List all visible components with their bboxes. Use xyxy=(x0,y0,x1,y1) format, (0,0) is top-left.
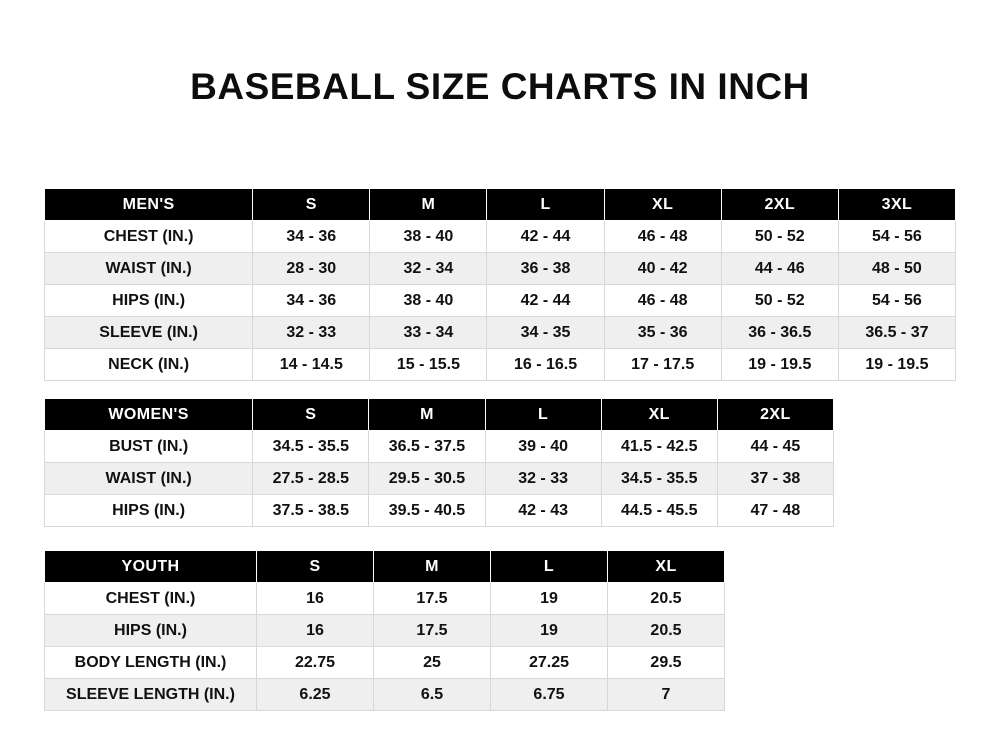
table-header-row xyxy=(45,551,725,583)
mens-header-2xl: 2XL xyxy=(721,189,838,221)
row-label: HIPS (IN.) xyxy=(45,285,253,317)
cell: 34.5 - 35.5 xyxy=(601,463,717,495)
cell: 34 - 36 xyxy=(253,285,370,317)
cell: 7 xyxy=(608,679,725,711)
cell: 34 - 36 xyxy=(253,221,370,253)
cell: 44 - 45 xyxy=(717,431,833,463)
cell: 35 - 36 xyxy=(604,317,721,349)
mens-size-table xyxy=(44,188,956,381)
cell: 19 xyxy=(491,583,608,615)
youth-table-header xyxy=(45,551,725,583)
row-label: CHEST (IN.) xyxy=(45,221,253,253)
cell: 32 - 34 xyxy=(370,253,487,285)
youth-header-s: S xyxy=(257,551,374,583)
cell: 28 - 30 xyxy=(253,253,370,285)
cell: 48 - 50 xyxy=(838,253,955,285)
cell: 16 - 16.5 xyxy=(487,349,604,381)
cell: 6.25 xyxy=(257,679,374,711)
cell: 54 - 56 xyxy=(838,285,955,317)
row-label: BUST (IN.) xyxy=(45,431,253,463)
row-label: WAIST (IN.) xyxy=(45,253,253,285)
table-row xyxy=(45,221,956,253)
cell: 32 - 33 xyxy=(253,317,370,349)
mens-header-m: M xyxy=(370,189,487,221)
cell: 20.5 xyxy=(608,583,725,615)
cell: 19 - 19.5 xyxy=(721,349,838,381)
table-row xyxy=(45,253,956,285)
cell: 46 - 48 xyxy=(604,285,721,317)
cell: 50 - 52 xyxy=(721,285,838,317)
page-title: BASEBALL SIZE CHARTS IN INCH xyxy=(190,66,810,107)
table-row xyxy=(45,647,725,679)
cell: 36 - 36.5 xyxy=(721,317,838,349)
cell: 36 - 38 xyxy=(487,253,604,285)
cell: 44.5 - 45.5 xyxy=(601,495,717,527)
table-row xyxy=(45,679,725,711)
youth-header-l: L xyxy=(491,551,608,583)
table-row xyxy=(45,583,725,615)
cell: 37 - 38 xyxy=(717,463,833,495)
mens-header-category: MEN'S xyxy=(45,189,253,221)
table-row xyxy=(45,317,956,349)
cell: 50 - 52 xyxy=(721,221,838,253)
table-header-row xyxy=(45,189,956,221)
cell: 39 - 40 xyxy=(485,431,601,463)
youth-header-category: YOUTH xyxy=(45,551,257,583)
table-header-row xyxy=(45,399,834,431)
cell: 20.5 xyxy=(608,615,725,647)
youth-header-xl: XL xyxy=(608,551,725,583)
cell: 47 - 48 xyxy=(717,495,833,527)
cell: 34 - 35 xyxy=(487,317,604,349)
mens-header-l: L xyxy=(487,189,604,221)
cell: 19 xyxy=(491,615,608,647)
mens-header-xl: XL xyxy=(604,189,721,221)
row-label: SLEEVE (IN.) xyxy=(45,317,253,349)
womens-header-m: M xyxy=(369,399,485,431)
cell: 46 - 48 xyxy=(604,221,721,253)
cell: 42 - 44 xyxy=(487,285,604,317)
womens-size-table xyxy=(44,398,834,527)
cell: 17.5 xyxy=(374,615,491,647)
womens-header-l: L xyxy=(485,399,601,431)
cell: 17.5 xyxy=(374,583,491,615)
cell: 27.5 - 28.5 xyxy=(253,463,369,495)
cell: 6.75 xyxy=(491,679,608,711)
cell: 17 - 17.5 xyxy=(604,349,721,381)
cell: 29.5 - 30.5 xyxy=(369,463,485,495)
cell: 34.5 - 35.5 xyxy=(253,431,369,463)
cell: 40 - 42 xyxy=(604,253,721,285)
cell: 38 - 40 xyxy=(370,285,487,317)
cell: 25 xyxy=(374,647,491,679)
cell: 22.75 xyxy=(257,647,374,679)
table-row xyxy=(45,615,725,647)
womens-header-s: S xyxy=(253,399,369,431)
cell: 15 - 15.5 xyxy=(370,349,487,381)
mens-header-s: S xyxy=(253,189,370,221)
cell: 27.25 xyxy=(491,647,608,679)
cell: 14 - 14.5 xyxy=(253,349,370,381)
cell: 33 - 34 xyxy=(370,317,487,349)
cell: 38 - 40 xyxy=(370,221,487,253)
cell: 36.5 - 37.5 xyxy=(369,431,485,463)
womens-header-xl: XL xyxy=(601,399,717,431)
cell: 41.5 - 42.5 xyxy=(601,431,717,463)
womens-table-header xyxy=(45,399,834,431)
row-label: HIPS (IN.) xyxy=(45,615,257,647)
cell: 39.5 - 40.5 xyxy=(369,495,485,527)
row-label: CHEST (IN.) xyxy=(45,583,257,615)
cell: 19 - 19.5 xyxy=(838,349,955,381)
mens-table-header xyxy=(45,189,956,221)
row-label: WAIST (IN.) xyxy=(45,463,253,495)
cell: 36.5 - 37 xyxy=(838,317,955,349)
cell: 16 xyxy=(257,583,374,615)
cell: 42 - 44 xyxy=(487,221,604,253)
cell: 32 - 33 xyxy=(485,463,601,495)
row-label: SLEEVE LENGTH (IN.) xyxy=(45,679,257,711)
cell: 16 xyxy=(257,615,374,647)
cell: 29.5 xyxy=(608,647,725,679)
cell: 6.5 xyxy=(374,679,491,711)
table-row xyxy=(45,495,834,527)
womens-header-2xl: 2XL xyxy=(717,399,833,431)
cell: 44 - 46 xyxy=(721,253,838,285)
mens-header-3xl: 3XL xyxy=(838,189,955,221)
youth-size-table xyxy=(44,550,725,711)
table-row xyxy=(45,463,834,495)
cell: 42 - 43 xyxy=(485,495,601,527)
row-label: NECK (IN.) xyxy=(45,349,253,381)
table-row xyxy=(45,349,956,381)
youth-header-m: M xyxy=(374,551,491,583)
row-label: BODY LENGTH (IN.) xyxy=(45,647,257,679)
table-row xyxy=(45,431,834,463)
table-row xyxy=(45,285,956,317)
womens-header-category: WOMEN'S xyxy=(45,399,253,431)
cell: 37.5 - 38.5 xyxy=(253,495,369,527)
cell: 54 - 56 xyxy=(838,221,955,253)
row-label: HIPS (IN.) xyxy=(45,495,253,527)
